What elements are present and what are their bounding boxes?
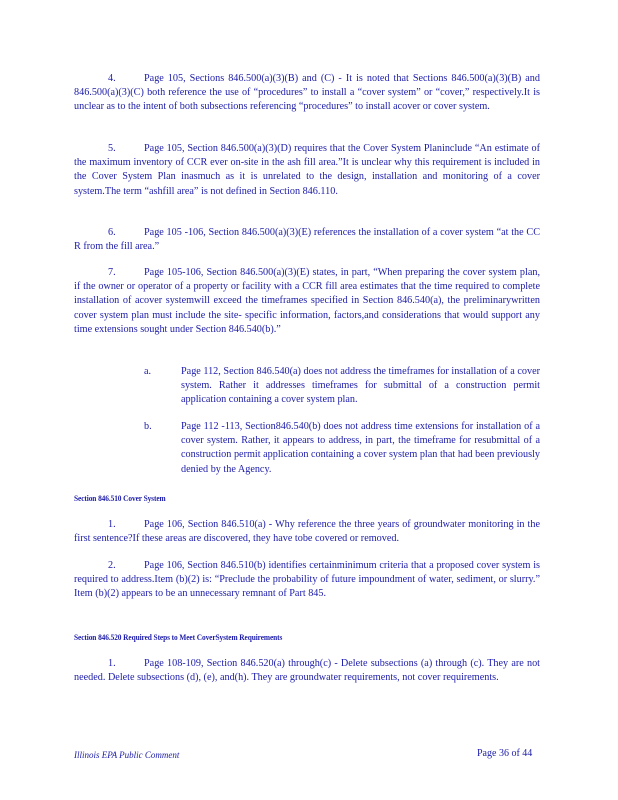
item-number: 7.: [108, 267, 116, 278]
sub-item-label: b.: [144, 421, 152, 432]
comment-item-5: [74, 142, 540, 199]
comment-item-520-1: [74, 657, 540, 685]
item-text: Page 105, Section 846.500(a)(3)(D) requires that the Cover System Planinclude “An estimate of the maximum inventory of CCR ever on-site in the ash fill area.”It is unclear why this requirement is included in the Cover System Plan inasmuch as it is unrelated to the design, installation and monitoring of a cover system.The term “ashfill area” is not defined in Section 846.110.: [74, 143, 540, 197]
item-text: Page 105-106, Section 846.500(a)(3)(E) states, in part, “When preparing the cover system plan, if the owner or operator of a property or facility with a CCR fill area estimates that the time required to complete installation of acover systemwill exceed the timeframes specified in Section 846.540(a), the preliminarywritten cover system plan must include the site- specific information, factors,and considerations that would support any time extensions sought under Section 846.540(b).”: [74, 267, 540, 335]
item-text: Page 105, Sections 846.500(a)(3)(B) and (C) - It is noted that Sections 846.500(a)(3)(B) and 846.500(a)(3)(C) both reference the use of “procedures” to install a “cover system” or “cover,” respectively.It is unclear as to the intent of both subsections referencing “procedures” to install acover or cover system.: [74, 73, 540, 113]
item-number: 4.: [108, 73, 116, 84]
item-number: 5.: [108, 143, 116, 154]
sub-item-a: [144, 365, 540, 408]
sub-item-label: a.: [144, 366, 152, 377]
item-number: 1.: [108, 519, 116, 530]
footer-source: Illinois EPA Public Comment: [74, 750, 180, 760]
item-text: Page 108-109, Section 846.520(a) through(c) - Delete subsections (a) through (c). They are not needed. Delete subsections (d), (e), and(h). They are groundwater requirements, not cover requirements.: [74, 658, 540, 684]
item-text: Page 106, Section 846.510(a) - Why reference the three years of groundwater monitoring in the first sentence?If these areas are discovered, they have tobe covered or removed.: [74, 519, 540, 545]
comment-item-6: [74, 226, 540, 254]
comment-item-510-2: [74, 559, 540, 602]
item-number: 1.: [108, 658, 116, 669]
sub-item-b: [144, 420, 540, 477]
item-text: Page 106, Section 846.510(b) identifies certainminimum criteria that a proposed cover system is required to address.Item (b)(2) is: “Preclude the probability of future impoundment of water, sediment, or slurry.” Item (b)(2) appears to be an unnecessary remnant of Part 845.: [74, 560, 540, 600]
section-heading-846-520: Section 846.520 Required Steps to Meet CoverSystem Requirements: [74, 633, 283, 642]
section-heading-846-510: Section 846.510 Cover System: [74, 494, 166, 503]
sub-item-text: Page 112, Section 846.540(a) does not address the timeframes for installation of a cover system. Rather it addresses timeframes for submittal of a construction permit application containing a cover system plan.: [181, 366, 540, 406]
item-text: Page 105 -106, Section 846.500(a)(3)(E) references the installation of a cover system “at the CC R from the fill area.”: [74, 227, 540, 253]
item-number: 6.: [108, 227, 116, 238]
footer-page-number: Page 36 of 44: [477, 748, 533, 759]
sub-item-text: Page 112 -113, Section846.540(b) does not address time extensions for installation of a cover system. Rather, it appears to address, in part, the timeframe for resubmittal of a construction permit application containing a cover system plan that had been previously denied by the Agency.: [181, 421, 540, 475]
item-number: 2.: [108, 560, 116, 571]
comment-item-4: [74, 72, 540, 115]
comment-item-510-1: [74, 518, 540, 546]
comment-item-7: [74, 266, 540, 337]
